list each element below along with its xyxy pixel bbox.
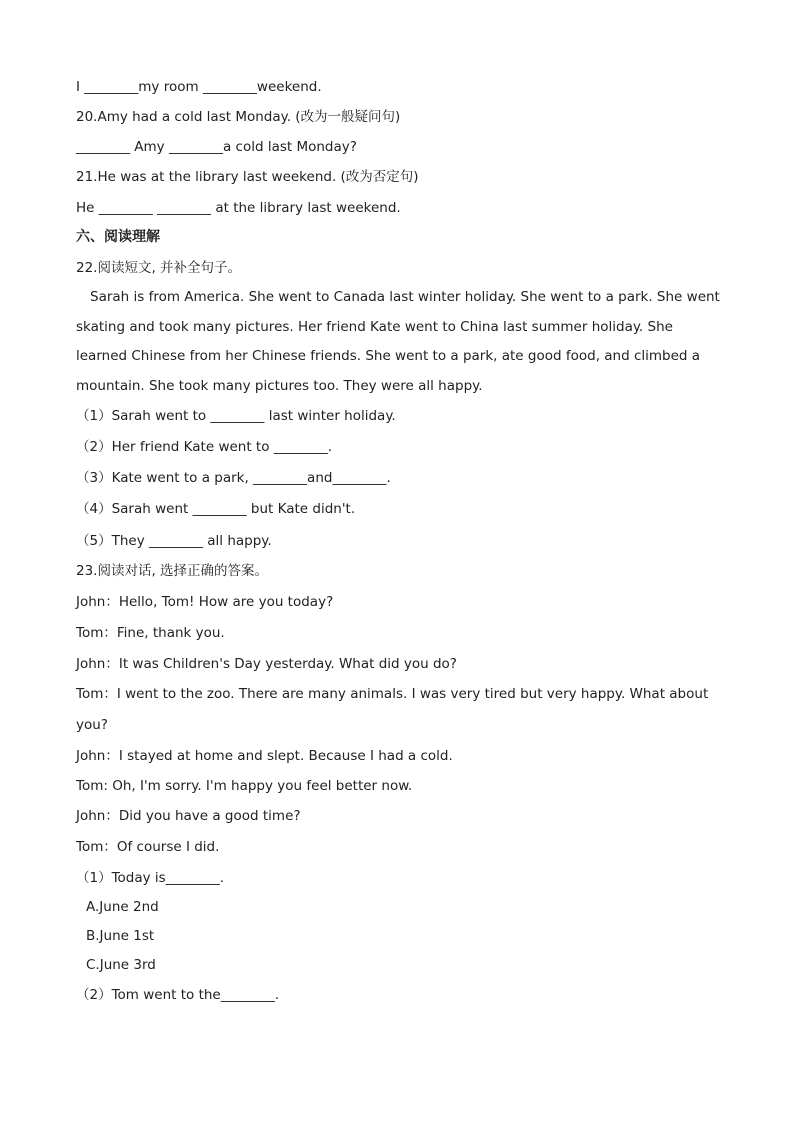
q23-sub1-option-a: A.June 2nd bbox=[86, 899, 159, 915]
q22-item-5: （5）They ________ all happy. bbox=[76, 533, 272, 549]
q22-item-1: （1）Sarah went to ________ last winter holiday. bbox=[76, 408, 396, 424]
q23-dialogue-line: Tom：Of course I did. bbox=[76, 839, 220, 855]
q20-answer-line: ________ Amy ________a cold last Monday? bbox=[76, 139, 357, 155]
q23-sub2-question: （2）Tom went to the________. bbox=[76, 987, 280, 1003]
q23-dialogue-line: John：I stayed at home and slept. Because I had a cold. bbox=[76, 748, 453, 764]
q23-dialogue-line: Tom: Oh, I'm sorry. I'm happy you feel better now. bbox=[76, 778, 413, 794]
document-page bbox=[76, 72, 726, 1004]
q22-item-2: （2）Her friend Kate went to ________. bbox=[76, 439, 333, 455]
q22-passage: Sarah is from America. She went to Canada last winter holiday. She went to a park. She went skating and took many pictures. Her friend Kate went to China last summer holiday. She learned Chinese from her Chinese friends. She went to a park, ate good food, and climbed a mountain. She took many pictures too. They were all happy. bbox=[76, 289, 720, 394]
section-heading-reading: 六、阅读理解 bbox=[76, 229, 160, 245]
q23-sub1-option-c: C.June 3rd bbox=[86, 957, 156, 973]
q21-question: 21.He was at the library last weekend. (改为否定句) bbox=[76, 169, 419, 185]
q23-sub1-option-b: B.June 1st bbox=[86, 928, 155, 944]
q20-question: 20.Amy had a cold last Monday. (改为一般疑问句) bbox=[76, 109, 401, 125]
q22-item-3: （3）Kate went to a park, ________and________. bbox=[76, 470, 391, 486]
q23-dialogue-line: John：Did you have a good time? bbox=[76, 808, 301, 824]
q22-item-4: （4）Sarah went ________ but Kate didn't. bbox=[76, 501, 356, 517]
q21-answer-line: He ________ ________ at the library last weekend. bbox=[76, 200, 401, 216]
q23-prompt: 23.阅读对话, 选择正确的答案。 bbox=[76, 563, 269, 579]
q22-prompt: 22.阅读短文, 并补全句子。 bbox=[76, 260, 242, 276]
q23-dialogue-line: Tom：I went to the zoo. There are many animals. I was very tired but very happy. What about you? bbox=[76, 686, 709, 733]
q23-dialogue-line: John：Hello, Tom! How are you today? bbox=[76, 594, 334, 610]
q23-dialogue-line: John：It was Children's Day yesterday. What did you do? bbox=[76, 656, 457, 672]
q23-dialogue-line: Tom：Fine, thank you. bbox=[76, 625, 225, 641]
q23-sub1-question: （1）Today is________. bbox=[76, 870, 224, 886]
q19-answer-line: I ________my room ________weekend. bbox=[76, 79, 322, 95]
